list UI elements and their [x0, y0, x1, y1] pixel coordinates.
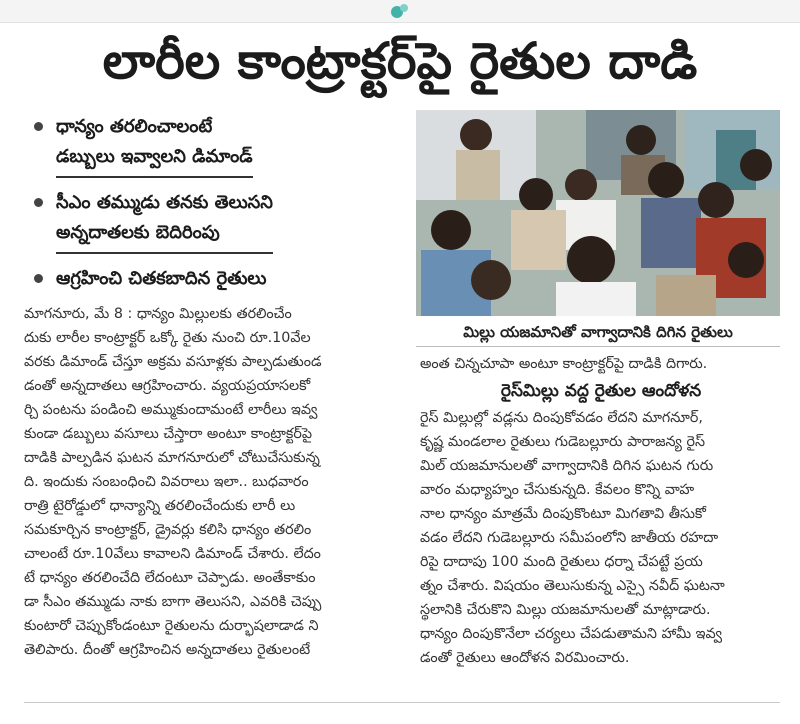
- bullet-dot: [34, 122, 43, 131]
- text-line: చాలంటే రూ.10వేలు కావాలని డిమాండ్ చేశారు. లేదం: [24, 546, 321, 562]
- text-line: దుకు లారీల కాంట్రాక్టర్ ఒక్కో రైతు నుంచి రూ.10వేల: [24, 330, 311, 346]
- photo-caption: మిల్లు యజమానితో వాగ్వాదానికి దిగిన రైతులు: [416, 318, 780, 347]
- bullet-text: సీఎం తమ్ముడు తనకు తెలుసని అన్నదాతలకు బెదిరింపు: [56, 188, 273, 254]
- text-line: సమకూర్చిన కాంట్రాక్టర్, డ్రైవర్లు కలిసి ధాన్యం తరలిం: [24, 522, 312, 538]
- text-line: కృష్ణ మండలాల రైతులు గుడెబల్లూరు పారాజన్య రైస్: [420, 434, 706, 450]
- headline: లారీల కాంట్రాక్టర్‌పై రైతుల దాడి: [102, 32, 698, 90]
- text-line: తెలిపారు. దీంతో ఆగ్రహించిన అన్నదాతలు రైతులంటే: [24, 642, 311, 658]
- text-line: వారం మధ్యాహ్నం చేసుకున్నది. కేవలం కొన్ని వాహ: [420, 482, 695, 498]
- text-line: వడం లేదని గుడెబల్లూరు సమీపంలోని జాతీయ రహదా: [420, 530, 719, 546]
- page-divider: [24, 702, 780, 703]
- text-line: అంత చిన్నచూపా అంటూ కాంట్రాక్టర్‌పై దాడికి దిగారు.: [420, 356, 708, 372]
- text-line: నాల ధాన్యం మాత్రమే దింపుకొంటూ మిగతావి తీసుకో: [420, 506, 706, 522]
- text-line: వరకు డిమాండ్ చేస్తూ అక్రమ వసూళ్లకు పాల్పడుతుండ: [24, 354, 322, 370]
- text-line: త్నం చేశారు. విషయం తెలుసుకున్న ఎస్సై నవీద్ ఘటనా: [420, 578, 725, 594]
- text-line: ది. ఇందుకు సంబంధించి వివరాలు ఇలా.. బుధవారం: [24, 474, 309, 490]
- text-line: ర్చి పంటను పండించి అమ్ముకుందామంటే లారీలు ఇవ్వ: [24, 402, 318, 418]
- text-line: రైస్ మిల్లుల్లో వడ్లను దింపుకోవడం లేదని మాగనూర్,: [420, 410, 703, 426]
- news-photo: [416, 110, 780, 316]
- text-line: కుండా డబ్బులు వసూలు చేస్తారా అంటూ కాంట్రాక్టర్‌పై: [24, 426, 313, 442]
- bullet-dot: [34, 198, 43, 207]
- publication-logo-icon: [388, 2, 412, 20]
- text-line: డా సీఎం తమ్ముడు నాకు బాగా తెలుసని, ఎవరికి చెప్పు: [24, 594, 322, 610]
- bullet-text: ధాన్యం తరలించాలంటే డబ్బులు ఇవ్వాలని డిమాండ్: [56, 112, 253, 178]
- bullet-item: [28, 188, 408, 254]
- text-line: రాత్రి టైరోడ్డులో ధాన్యాన్ని తరలించేందుకు లారీ లు: [24, 498, 296, 514]
- bullet-text: ఆగ్రహించి చితకబాదిన రైతులు: [56, 268, 267, 289]
- highlight-bullets: [28, 112, 408, 304]
- text-line: డంతో అన్నదాతలు ఆగ్రహించారు. వ్యయప్రయాసలకో: [24, 378, 311, 394]
- article-body-left: [24, 302, 404, 662]
- text-line: దాడికి పాల్పడిన ఘటన మాగనూరులో చోటుచేసుకున్న: [24, 450, 320, 466]
- top-bar: [0, 0, 800, 23]
- text-line: కుంటారో చెప్పుకోండంటూ రైతులను దుర్భాషలాడాడ ని: [24, 618, 319, 634]
- text-line: స్థలానికి చేరుకొని మిల్లు యజమానులతో మాట్లాడారు.: [420, 602, 711, 618]
- bullet-dot: [34, 274, 43, 283]
- text-line: మిల్ యజమానులతో వాగ్వాదానికి దిగిన ఘటన గురు: [420, 458, 714, 474]
- section-subheading: రైస్‌మిల్లు వద్ద రైతుల ఆందోళన: [500, 381, 702, 401]
- text-line: టే ధాన్యం తరలించేది లేదంటూ చెప్పాడు. అంతేకాకుం: [24, 570, 316, 586]
- text-line: మాగనూరు, మే 8 : ధాన్యం మిల్లులకు తరలించేం: [24, 306, 292, 322]
- text-line: ధాన్యం దింపుకొనేలా చర్యలు చేపడుతామని హామీ ఇవ్వ: [420, 626, 723, 642]
- bullet-item: [28, 112, 408, 178]
- crowd-photo-illustration: [416, 110, 780, 316]
- article-body-right: [420, 352, 782, 670]
- text-line: రిపై దాదాపు 100 మంది రైతులు ధర్నా చేపట్టే ప్రయ: [420, 554, 703, 570]
- text-line: డంతో రైతులు ఆందోళన విరమించారు.: [420, 650, 630, 666]
- bullet-item: [28, 264, 408, 294]
